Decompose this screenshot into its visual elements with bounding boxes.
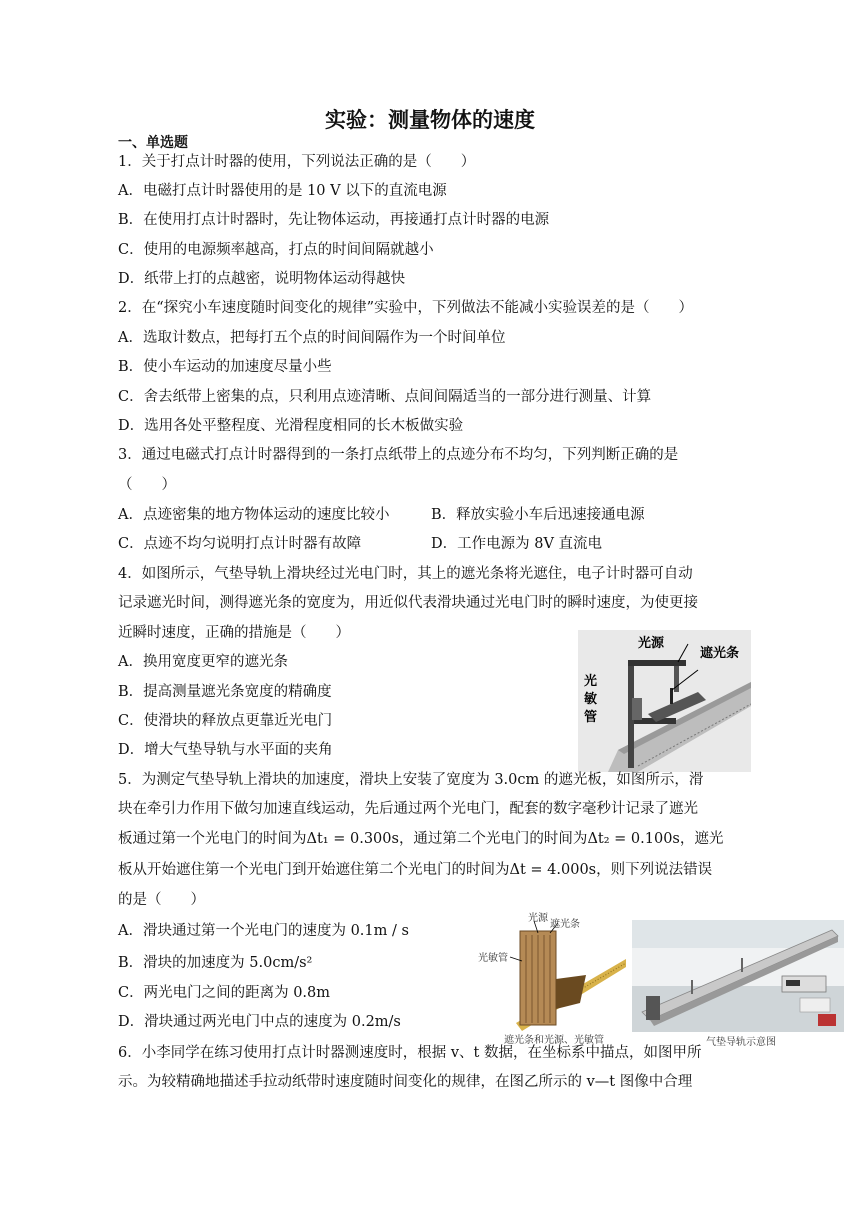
q1-stem: 1．关于打点计时器的使用，下列说法正确的是（ ） xyxy=(118,154,476,170)
q5-label-sensor: 光敏管 xyxy=(478,953,508,964)
q5-line-4 xyxy=(118,860,712,880)
q1-option-a: A．电磁打点计时器使用的是 10 V 以下的直流电源 xyxy=(118,183,447,199)
q4-photogate-figure xyxy=(578,630,751,772)
q5-dt: Δt = 4.000s xyxy=(509,862,597,878)
q4-stem: 4．如图所示，气垫导轨上滑块经过光电门时，其上的遮光条将光遮住，电子计时器可自动 xyxy=(118,566,693,582)
q3-option-a: A．点迹密集的地方物体运动的速度比较小 xyxy=(118,507,390,523)
q5-stem: 5．为测定气垫导轨上滑块的加速度，滑块上安装了宽度为 3.0cm 的遮光板，如图所示，滑 xyxy=(118,772,704,788)
q5-dt2: Δt₂ = 0.100s xyxy=(587,831,680,847)
q5-line-3-a: 板通过第一个光电门的时间为 xyxy=(118,831,307,847)
q4-option-a: A．换用宽度更窄的遮光条 xyxy=(118,654,288,670)
q1-option-d: D．纸带上打的点越密，说明物体运动得越快 xyxy=(118,271,406,287)
q5-label-shade: 遮光条 xyxy=(550,919,580,930)
q2-option-a: A．选取计数点，把每打五个点的时间间隔作为一个时间单位 xyxy=(118,330,506,346)
q1-option-b: B．在使用打点计时器时，先让物体运动，再接通打点计时器的电源 xyxy=(118,212,550,228)
q5-line-3-c: ，遮光 xyxy=(679,831,724,847)
q5-stem-cont: 块在牵引力作用下做匀加速直线运动，先后通过两个光电门，配套的数字毫秒计记录了遮光 xyxy=(118,801,698,817)
q2-stem: 2．在“探究小车速度随时间变化的规律”实验中，下列做法不能减小实验误差的是（ ） xyxy=(118,300,694,316)
q5-line-4-b: ，则下列说法错误 xyxy=(596,862,713,878)
q4-option-b: B．提高测量遮光条宽度的精确度 xyxy=(118,684,332,700)
q4-label-sensor-3: 管 xyxy=(584,710,598,725)
q5-dt1: Δt₁ = 0.300s xyxy=(306,831,399,847)
q4-stem-cont: 记录遮光时间，测得遮光条的宽度为，用近似代表滑块通过光电门时的瞬时速度，为使更接 xyxy=(118,595,698,611)
q5-option-b: B．滑块的加速度为 5.0cm/s² xyxy=(118,955,313,971)
q5-line-3 xyxy=(118,829,723,849)
q5-fig-left-caption: 遮光条和光源、光敏管 xyxy=(504,1035,604,1045)
q5-line-3-b: ，通过第二个光电门的时间为 xyxy=(398,831,588,847)
q5-option-a: A．滑块通过第一个光电门的速度为 0.1m / s xyxy=(118,923,409,939)
q2-option-c: C．舍去纸带上密集的点，只利用点迹清晰、点间间隔适当的一部分进行测量、计算 xyxy=(118,389,652,405)
q5-line-4-a: 板从开始遮住第一个光电门到开始遮住第二个光电门的时间为 xyxy=(118,862,510,878)
q4-stem-end: 近瞬时速度，正确的措施是（ ） xyxy=(118,625,350,641)
q3-stem-cont: （ ） xyxy=(118,477,176,493)
q4-label-shade: 遮光条 xyxy=(700,646,740,661)
q3-option-b: B．释放实验小车后迅速接通电源 xyxy=(431,507,645,523)
q3-stem: 3．通过电磁式打点计时器得到的一条打点纸带上的点迹分布不均匀，下列判断正确的是 xyxy=(118,447,679,463)
q4-label-light-source: 光源 xyxy=(638,636,665,651)
q4-option-d: D．增大气垫导轨与水平面的夹角 xyxy=(118,742,333,758)
section-heading: 一、单选题 xyxy=(118,135,188,151)
q2-option-d: D．选用各处平整程度、光滑程度相同的长木板做实验 xyxy=(118,418,464,434)
q6-stem-cont: 示。为较精确地描述手拉动纸带时速度随时间变化的规律，在图乙所示的 v—t 图像中合理 xyxy=(118,1074,693,1090)
q5-label-light-source: 光源 xyxy=(528,913,548,924)
q4-label-sensor-2: 敏 xyxy=(584,692,598,707)
q4-option-c: C．使滑块的释放点更靠近光电门 xyxy=(118,713,333,729)
q5-option-c: C．两光电门之间的距离为 0.8m xyxy=(118,985,331,1001)
q2-option-b: B．使小车运动的加速度尽量小些 xyxy=(118,359,332,375)
q6-stem: 6．小李同学在练习使用打点计时器测速度时，根据 v、t 数据，在坐标系中描点，如图甲所 xyxy=(118,1045,702,1061)
q3-option-d: D．工作电源为 8V 直流电 xyxy=(431,536,603,552)
q5-fig-right-caption: 气垫导轨示意图 xyxy=(706,1037,776,1048)
q5-option-d: D．滑块通过两光电门中点的速度为 0.2m/s xyxy=(118,1014,401,1030)
q5-air-track-figure xyxy=(632,920,844,1048)
q3-option-c: C．点迹不均匀说明打点计时器有故障 xyxy=(118,536,362,552)
q5-photogate-figure xyxy=(476,905,626,1045)
page-title: 实验：测量物体的速度 xyxy=(325,108,535,132)
q5-stem-end: 的是（ ） xyxy=(118,892,205,908)
q1-option-c: C．使用的电源频率越高，打点的时间间隔就越小 xyxy=(118,242,434,258)
q4-label-sensor-1: 光 xyxy=(584,674,598,689)
